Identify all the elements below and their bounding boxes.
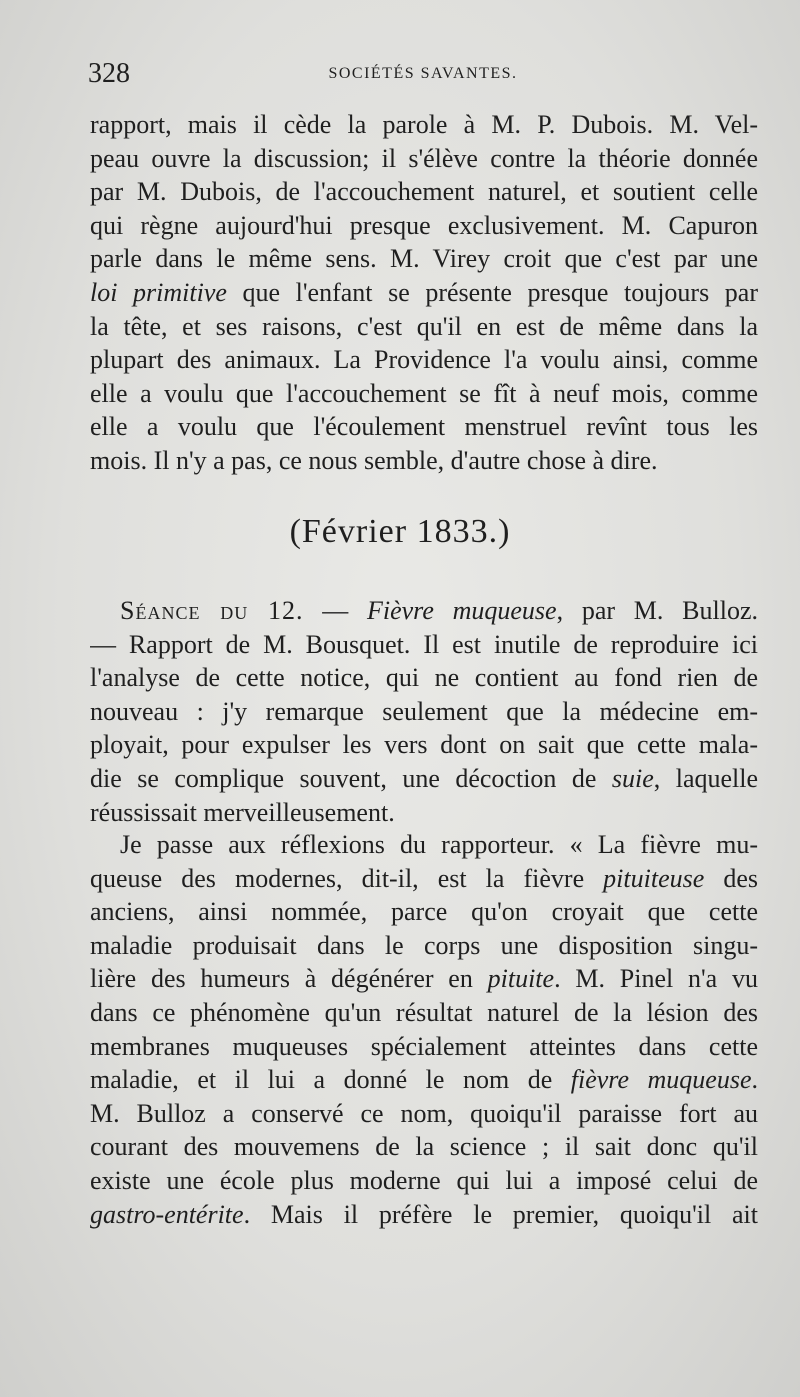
text-fragment: . xyxy=(751,1065,758,1095)
paragraph-1 xyxy=(90,108,758,478)
text-line: anciens, ainsi nommée, parce qu'on croyait que cette xyxy=(90,897,758,927)
text-line xyxy=(90,594,758,628)
italic-phrase: fièvre muqueuse xyxy=(570,1065,752,1095)
text-line xyxy=(90,962,758,996)
page-header xyxy=(88,56,758,96)
text-fragment: , laquelle xyxy=(653,763,758,793)
text-fragment: des xyxy=(704,863,758,893)
italic-phrase: pituiteuse xyxy=(603,863,705,893)
paragraph-3 xyxy=(90,828,758,1231)
text-fragment: lière des humeurs à dégénérer en xyxy=(90,964,488,994)
italic-phrase: pituite xyxy=(487,964,555,994)
seance-heading: Séance du 12. xyxy=(120,596,304,625)
text-fragment: que l'enfant se présente presque toujours par xyxy=(226,277,758,307)
text-line: nouveau : j'y remarque seulement que la médecine em- xyxy=(90,696,758,726)
text-line: peau ouvre la discussion; il s'élève contre la théorie donnée xyxy=(90,143,758,173)
text-fragment: . Mais il préfère le premier, quoiqu'il ait xyxy=(243,1199,758,1229)
text-line xyxy=(90,1063,758,1097)
italic-phrase: gastro-entérite xyxy=(90,1199,244,1229)
text-line: maladie produisait dans le corps une disposition singu- xyxy=(90,930,758,960)
text-fragment: queuse des modernes, dit-il, est la fièvre xyxy=(90,863,604,893)
text-line: réussissait merveilleusement. xyxy=(90,797,395,827)
text-line xyxy=(90,862,758,896)
text-line: existe une école plus moderne qui lui a imposé celui de xyxy=(90,1165,758,1195)
text-fragment: . M. Pinel n'a vu xyxy=(554,964,758,994)
text-line: la tête, et ses raisons, c'est qu'il en est de même dans la xyxy=(90,311,758,341)
text-line: — Rapport de M. Bousquet. Il est inutile de reproduire ici xyxy=(90,629,758,659)
page-number: 328 xyxy=(88,58,130,89)
text-fragment: — xyxy=(303,596,367,625)
text-line: parle dans le même sens. M. Virey croit que c'est par une xyxy=(90,244,758,274)
running-head: SOCIÉTÉS SAVANTES. xyxy=(328,65,518,82)
text-line xyxy=(90,1198,758,1232)
italic-phrase: suie xyxy=(611,763,654,793)
text-line: rapport, mais il cède la parole à M. P. Dubois. M. Vel- xyxy=(90,110,758,139)
italic-phrase: Fièvre muqueuse xyxy=(366,596,557,625)
text-line: dans ce phénomène qu'un résultat naturel de la lésion des xyxy=(90,997,758,1027)
text-line: elle a voulu que l'écoulement menstruel revînt tous les xyxy=(90,412,758,442)
text-fragment: maladie, et il lui a donné le nom de xyxy=(90,1065,571,1095)
text-line: mois. Il n'y a pas, ce nous semble, d'autre chose à dire. xyxy=(90,445,658,475)
italic-phrase: loi primitive xyxy=(90,277,227,307)
text-fragment: die se complique souvent, une décoction de xyxy=(90,763,612,793)
text-line xyxy=(90,276,758,310)
text-line: Je passe aux réflexions du rapporteur. « La fièvre mu- xyxy=(120,830,758,859)
text-line xyxy=(90,762,758,796)
text-line: M. Bulloz a conservé ce nom, quoiqu'il paraisse fort au xyxy=(90,1098,758,1128)
text-line: membranes muqueuses spécialement atteintes dans cette xyxy=(90,1031,758,1061)
section-title: (Février 1833.) xyxy=(289,513,511,550)
text-line: ployait, pour expulser les vers dont on sait que cette mala- xyxy=(90,730,758,760)
text-fragment: , par M. Bulloz. xyxy=(556,596,758,625)
text-line: plupart des animaux. La Providence l'a voulu ainsi, comme xyxy=(90,345,758,375)
text-line: elle a voulu que l'accouchement se fît à neuf mois, comme xyxy=(90,378,758,408)
text-line: l'analyse de cette notice, qui ne contient au fond rien de xyxy=(90,663,758,693)
text-line: courant des mouvemens de la science ; il sait donc qu'il xyxy=(90,1132,758,1162)
text-line: qui règne aujourd'hui presque exclusivement. M. Capuron xyxy=(90,210,758,240)
text-line: par M. Dubois, de l'accouchement naturel, et soutient celle xyxy=(90,177,758,207)
paragraph-2 xyxy=(90,594,758,829)
